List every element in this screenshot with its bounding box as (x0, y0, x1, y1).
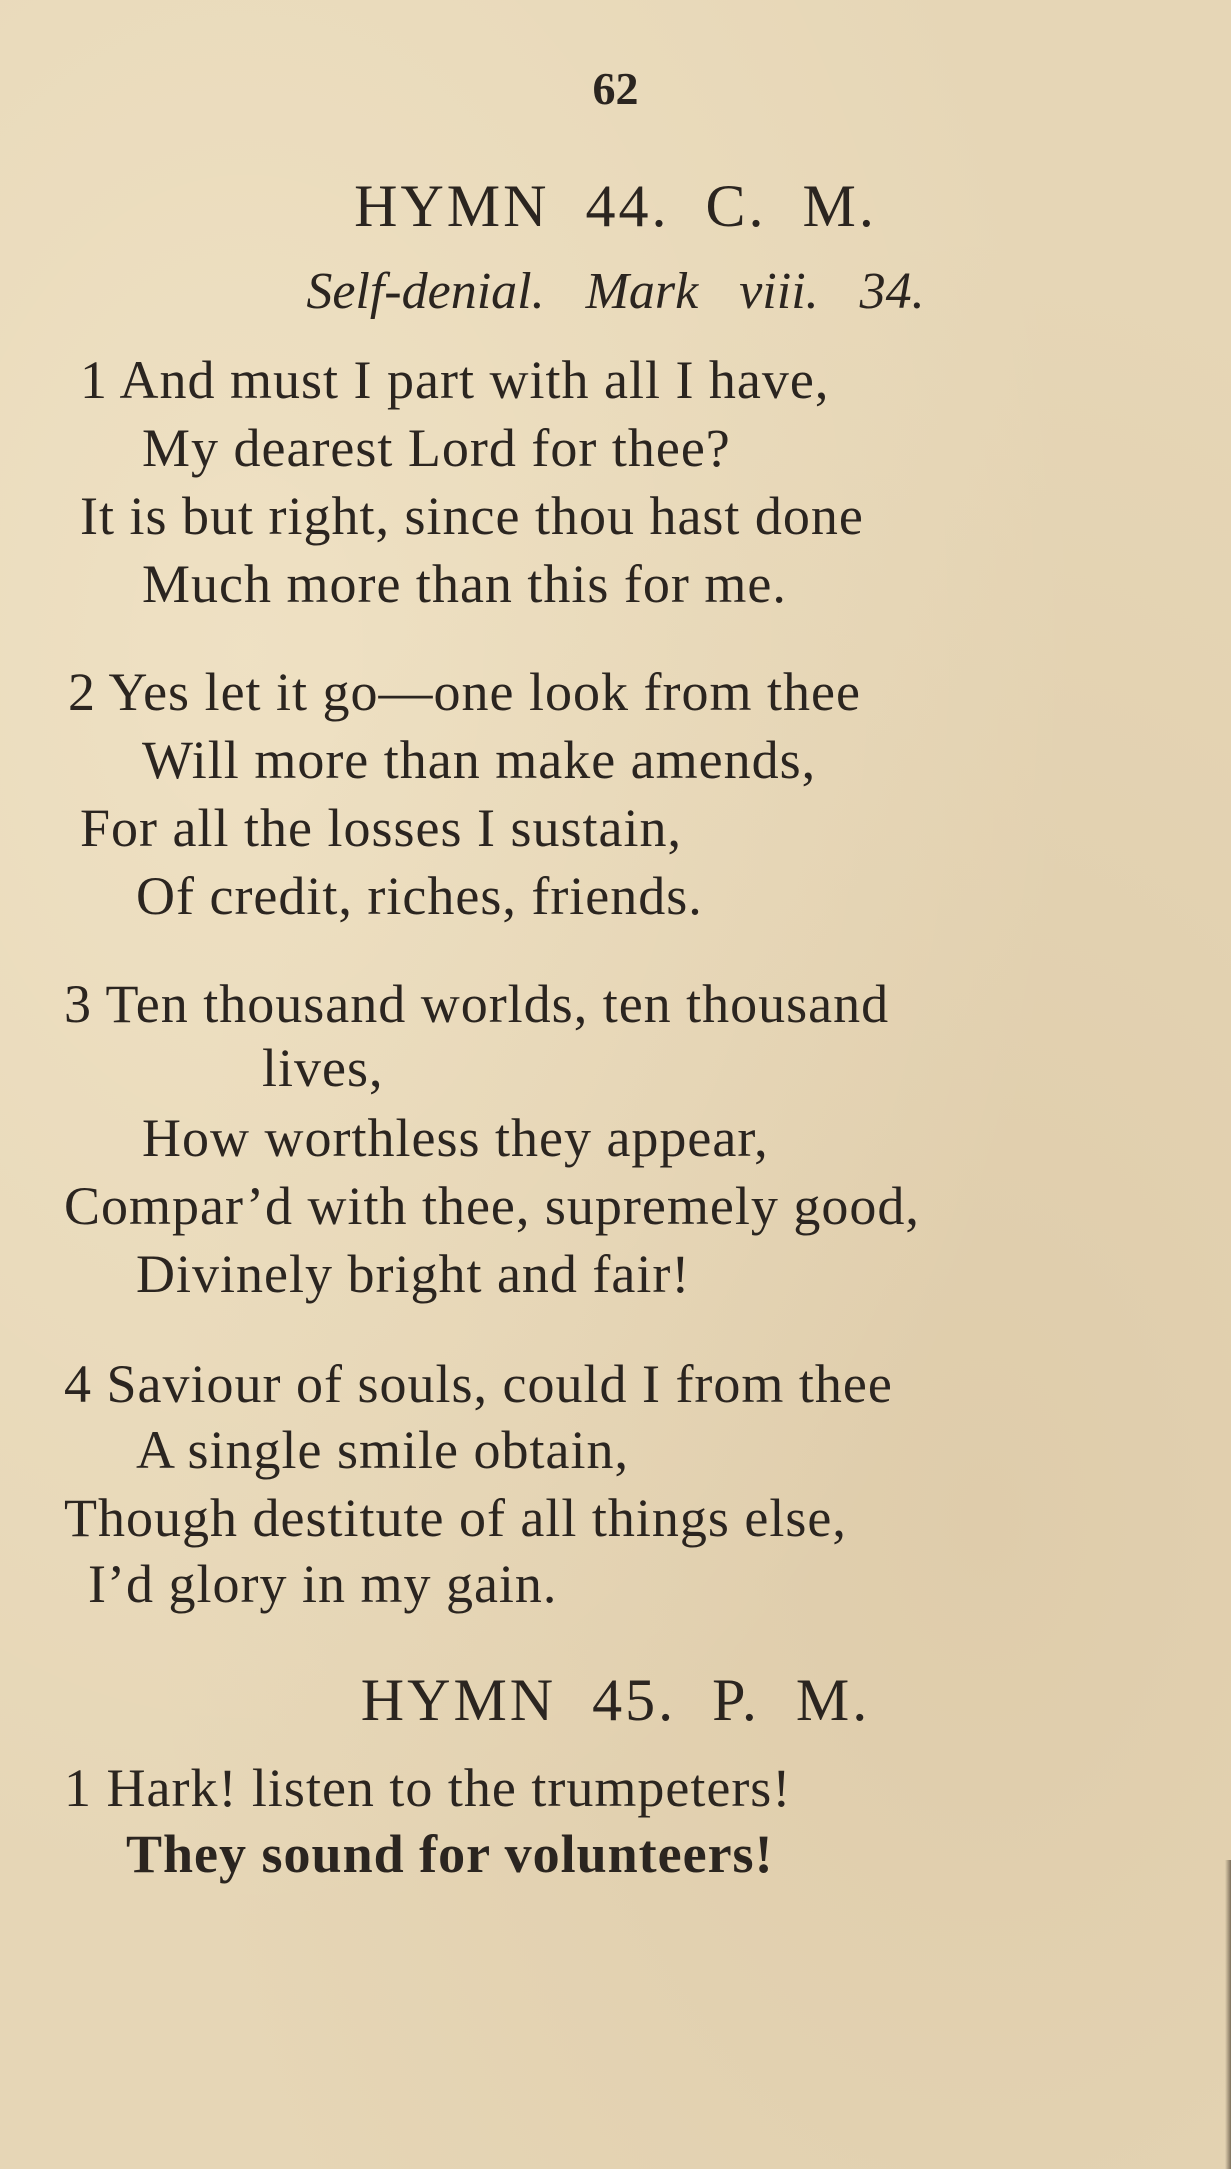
stanza-1-line-1: 1 And must I part with all I have, (80, 350, 830, 410)
stanza-3-line-3: How worthless they appear, (142, 1108, 769, 1168)
stanza-4-line-4: I’d glory in my gain. (88, 1554, 558, 1614)
page-edge-shadow (1225, 1860, 1231, 2169)
stanza-4-line-1: 4 Saviour of souls, could I from thee (64, 1354, 893, 1414)
stanza-3-line-1: 3 Ten thousand worlds, ten thousand (64, 974, 890, 1034)
stanza-1-line-3: It is but right, since thou hast done (80, 486, 864, 546)
hymn-45-title: HYMN 45. P. M. (360, 1667, 871, 1733)
stanza-2-line-4: Of credit, riches, friends. (136, 866, 703, 926)
hymn-44-title: HYMN 44. C. M. (354, 173, 877, 239)
stanza-2-line-1: 2 Yes let it go—one look from thee (68, 662, 861, 722)
hymn-45-stanza-1-line-1: 1 Hark! listen to the trumpeters! (64, 1758, 792, 1818)
stanza-3-line-2: lives, (262, 1038, 384, 1098)
stanza-2-line-2: Will more than make amends, (142, 730, 817, 790)
stanza-4-line-3: Though destitute of all things else, (64, 1488, 847, 1548)
stanza-2-line-3: For all the losses I sustain, (80, 798, 682, 858)
page-number: 62 (592, 63, 639, 114)
hymn-45-stanza-1-line-2: They sound for volunteers! (126, 1824, 774, 1884)
stanza-3-line-4: Compar’d with thee, supremely good, (64, 1176, 920, 1236)
stanza-1-line-4: Much more than this for me. (142, 554, 787, 614)
stanza-3-line-5: Divinely bright and fair! (136, 1244, 691, 1304)
stanza-1-line-2: My dearest Lord for thee? (142, 418, 731, 478)
stanza-4-line-2: A single smile obtain, (136, 1420, 629, 1480)
hymn-44-subtitle: Self-denial. Mark viii. 34. (306, 263, 925, 320)
